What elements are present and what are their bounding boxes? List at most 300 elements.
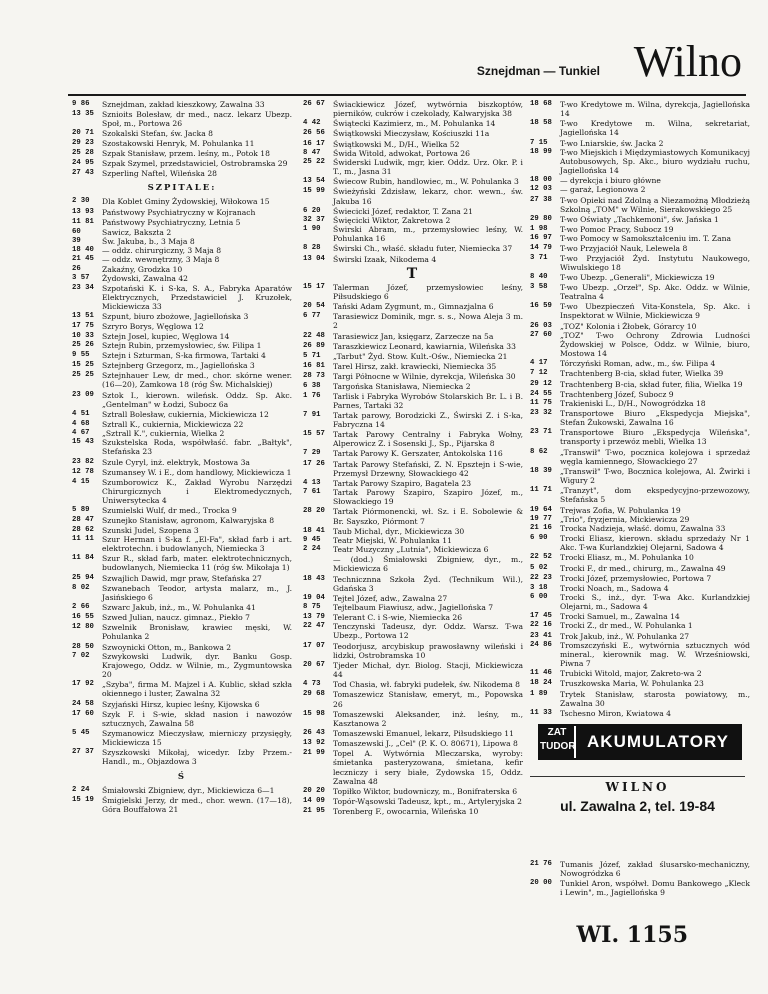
phone-number: 5 89 28 47 xyxy=(72,506,94,524)
phone-number: 12 78 xyxy=(72,467,94,476)
phone-number: 7 91 xyxy=(303,410,321,419)
phone-number: 23 32 xyxy=(530,409,552,417)
phone-number: 15 17 xyxy=(303,282,325,291)
directory-entry xyxy=(303,140,523,177)
phone-number: 2 24 xyxy=(72,785,90,794)
phone-number: 26 89 xyxy=(303,341,325,350)
phone-number: 17 07 xyxy=(303,641,325,650)
directory-entry xyxy=(530,196,750,214)
directory-entry xyxy=(303,312,523,330)
entry-text: Trachtenberg Józef, Subocz 9 Trakieniski L., D/H., Nowogródzka 18 xyxy=(560,389,706,408)
entry-text: T-wo Oświaty „Tachkemoni", św. Jańska 1 xyxy=(560,214,719,224)
directory-entry xyxy=(72,312,292,321)
entry-text: T-wo Ubezp. „Orzeł", Sp. Akc. Oddz. w Wilnie, Teatralna 4 xyxy=(560,282,750,302)
ad-logo xyxy=(538,724,742,760)
directory-entry xyxy=(303,187,523,205)
phone-number: 4 42 xyxy=(303,119,321,128)
directory-entry xyxy=(303,555,523,573)
ad-city: WILNO xyxy=(605,780,670,794)
directory-entry xyxy=(530,486,750,504)
entry-text: Tański Adam Zygmunt, m., Gimnazjalna 6 xyxy=(333,302,494,312)
phone-number: 27 37 xyxy=(72,748,94,757)
phone-number: 18 39 xyxy=(530,466,552,475)
phone-number: 1 89 xyxy=(530,689,548,698)
entry-text: Tunkiel Aron, współwł. Domu Bankowego „Kleck i Lewin", m., Jagiellońska 9 xyxy=(560,879,750,898)
directory-entry xyxy=(530,860,750,878)
directory-entry xyxy=(303,797,523,806)
directory-entry xyxy=(72,584,292,602)
phone-number: 19 04 8 75 xyxy=(303,593,325,611)
column-2 xyxy=(303,100,523,870)
entry-text: Szule Cyryl, inż. elektryk, Mostowa 3a xyxy=(102,457,250,467)
entry-text: Sztrall Bolesław, cukiernia, Mickiewicza 12 xyxy=(102,409,269,419)
directory-entry xyxy=(530,584,750,611)
phone-number: 6 90 xyxy=(530,534,548,543)
header-rule xyxy=(68,94,746,96)
entry-text: Tartak Parowy Szapiro, Bagatela 23 Tartak Parowy Szapiro, Szapiro Józef, m., Słowackiego 19 xyxy=(333,478,523,507)
entry-text: Świecicki Józef, redaktor, T. Zana 21 Święcicki Wiktor, Zakretowa 2 Świrski Abram, m., przemysłowiec leśny, W. Pohulanka 16 xyxy=(333,206,523,244)
running-head: Sznejdman — Tunkiel xyxy=(476,64,600,78)
phone-number: 25 28 xyxy=(72,148,94,157)
directory-entry xyxy=(530,448,750,466)
phone-number: 7 15 18 99 xyxy=(530,138,552,156)
entry-text: Szpunt, biuro zbożowe, Jagiellońska 3 xyxy=(102,312,249,322)
phone-number: 22 23 xyxy=(530,573,552,582)
column-3 xyxy=(530,100,750,718)
entry-text: „TOZ" Kolonia i Żłobek, Górarcy 10 „TOZ" T-wo Ochrony Zdrowia Ludności Żydowskiej w Polsce, Oddz. w Wilnie, biuro, Mostowa 14 xyxy=(560,321,750,359)
directory-entry xyxy=(303,749,523,786)
entry-text: Tartak Parowy Centralny i Fabryka Wołny, Alperowicz Z. i Sosenski J., Sp., Pijarska 8 xyxy=(333,430,523,449)
phone-number: 18 43 xyxy=(303,574,325,583)
directory-entry xyxy=(72,729,292,747)
phone-number: 8 40 xyxy=(530,272,548,281)
entry-text: „Tarbut" Żyd. Stow. Kult.-Ośw., Niemiecka 21 xyxy=(333,351,508,361)
directory-entry xyxy=(303,177,523,186)
phone-number: 7 29 xyxy=(303,449,321,458)
phone-number: 17 45 22 16 xyxy=(530,612,552,630)
entry-text: „Tranzyt", dom ekspedycyjno-przewozowy, Stefańska 5 xyxy=(560,486,750,505)
phone-number: 11 84 xyxy=(72,554,94,563)
phone-number: 21 76 xyxy=(530,860,552,868)
phone-number: 15 19 xyxy=(72,795,94,804)
entry-text: Szumielski Wulf, dr med., Trocka 9 Szunejko Stanisław, agronom, Kalwaryjska 8 xyxy=(102,506,275,525)
entry-text: Szwanebach Teodor, artysta malarz, m., J. Jasińskiego 6 xyxy=(102,583,292,602)
phone-number: 17 60 xyxy=(72,709,94,718)
entry-text: „Transwił" T-wo, pocznica kolejowa i sprzedaż węgla kamiennego, Słowackiego 27 xyxy=(560,447,750,466)
phone-number: 14 09 xyxy=(303,797,325,806)
phone-number: 20 71 29 23 xyxy=(72,129,94,147)
entry-text: Państwowy Psychiatryczny, Letnia 5 xyxy=(102,217,241,227)
directory-entry xyxy=(530,225,750,243)
phone-number: 28 62 11 11 xyxy=(72,525,94,543)
phone-number: 2 30 xyxy=(72,197,90,206)
directory-entry xyxy=(72,574,292,583)
phone-number: 26 43 xyxy=(303,729,325,737)
phone-number: 13 35 xyxy=(72,110,94,119)
entry-text: Tjeder Michał, dyr. Biolog. Stacji, Mickiewicza 44 xyxy=(333,660,523,680)
directory-entry xyxy=(303,680,523,689)
phone-number: 29 68 xyxy=(303,690,325,699)
directory-entry xyxy=(303,729,523,738)
directory-entry xyxy=(530,359,750,368)
directory-entry xyxy=(72,169,292,178)
directory-entry xyxy=(72,208,292,217)
phone-number: 6 20 32 37 1 90 xyxy=(303,206,325,234)
directory-entry xyxy=(72,643,292,680)
directory-entry xyxy=(530,553,750,562)
directory-entry xyxy=(303,244,523,253)
phone-number: 4 73 xyxy=(303,680,321,689)
entry-text: Tartak Parowy K. Gerszater, Antokolska 116 xyxy=(333,449,503,459)
directory-entry xyxy=(530,564,750,573)
phone-number: 21 95 xyxy=(303,807,325,816)
phone-number: 20 54 xyxy=(303,302,325,311)
directory-entry xyxy=(303,430,523,448)
phone-number: 6 77 xyxy=(303,312,321,321)
directory-entry xyxy=(72,623,292,641)
phone-number: 18 68 xyxy=(530,100,552,108)
entry-text: Szpak Szymel, przedstawiciel, Ostrobramska 29 xyxy=(102,158,288,168)
entry-text: Targońska Stanisława, Niemiecka 2 Tarlisk i Fabryka Wyrobów Stolarskich Br. L. i B. Parnes, Tartaki 32 xyxy=(333,382,523,410)
entry-text: Dla Koblet Gminy Żydowskiej, Wiłokowa 15 xyxy=(102,197,270,207)
directory-entry xyxy=(72,554,292,572)
entry-text: Taraszkiewicz Leonard, kawiarnia, Wileńska 33 xyxy=(333,341,516,351)
entry-text: T-wo Ubezpieczeń Vita-Konstela, Sp. Akc. i Inspektorat w Wilnie, Mickiewicza 9 xyxy=(560,302,750,321)
entry-text: T-wo Opieki nad Zdolną a Niezamożną Młodzieżą Szkolną „TOM" w Wilnie, Sierakowskiego 25 xyxy=(560,195,750,214)
entry-text: Tartak parowy, Borodzicki Z., Świrski Z. i S-ka, Fabryczna 14 xyxy=(333,410,523,429)
phone-number: 11 46 xyxy=(530,669,552,678)
directory-entry xyxy=(530,574,750,583)
directory-entry xyxy=(303,460,523,478)
directory-entry xyxy=(530,467,750,485)
directory-entry xyxy=(303,787,523,796)
entry-text: Sztejnberg Grzegorz, m., Jagiellońska 3 xyxy=(102,361,255,371)
section-heading: Ś xyxy=(177,771,187,782)
entry-text: Sawicz, Bakszta 2 Św. Jakuba, b., 3 Maja 8 — oddz. chirurgiczny, 3 Maja 8 — oddz. wewnętrzny, 3 Maja 8 Zakaźny, Grodzka 10 Żydowski, Zawalna 42 xyxy=(102,227,222,283)
directory-entry xyxy=(303,255,523,264)
entry-text: Trytek Stanisław, starosta powiatowy, m., Zawalna 30 xyxy=(560,689,750,708)
directory-entry xyxy=(303,710,523,728)
directory-entry xyxy=(72,351,292,360)
directory-entry xyxy=(72,680,292,698)
directory-entry xyxy=(72,786,292,795)
phone-number: 4 13 7 61 xyxy=(303,478,321,497)
directory-entry xyxy=(303,449,523,458)
directory-entry xyxy=(530,409,750,427)
entry-text: Świrski Izaak, Nikodema 4 xyxy=(333,254,437,264)
entry-text: Świrski Ch., właść. składu futer, Niemiecka 37 xyxy=(333,244,513,254)
directory-entry xyxy=(72,129,292,147)
phone-number: 8 62 xyxy=(530,447,548,456)
directory-entry xyxy=(530,612,750,630)
entry-text: Szwelnik Bronisław, krawiec męski, W. Pohulanka 2 xyxy=(102,623,292,642)
entry-text: T-wo Kredytowe m. Wilna, dyrekcja, Jagiellońska 14 xyxy=(560,100,750,119)
entry-text: Tejtel Józef, adw., Zawalna 27 Tejtelbaum Fiawiusz, adw., Jagiellońska 7 xyxy=(333,593,494,612)
directory-entry xyxy=(530,709,750,718)
phone-number: 8 28 xyxy=(303,244,321,253)
entry-text: Szwajlich Dawid, mgr praw, Stefańska 27 xyxy=(102,573,262,583)
directory-entry xyxy=(303,575,523,593)
entry-text: Szryro Borys, Węglowa 12 Sztejn Josel, kupiec, Węglowa 14 Sztejn Rubin, przemysłowiec, św. Filipa 1 xyxy=(102,322,262,350)
entry-text: Tumanis Józef, zakład ślusarsko-mechaniczny, Nowogródzka 6 xyxy=(560,860,750,879)
directory-entry xyxy=(303,352,523,361)
entry-text: T-wo Przyjaciół Nauk, Lelewela 8 T-wo Przyjaciół Żyd. Instytutu Naukowego, Wiwulskiego 18 xyxy=(560,244,750,272)
entry-text: Szyszkowski Mikołaj, wicedyr. Izby Przem.-Handl., m., Objazdowa 3 xyxy=(102,748,292,767)
entry-text: Trocki F., dr med., chirurg, m., Zawalna 49 xyxy=(560,563,726,573)
directory-entry xyxy=(72,700,292,709)
city-title: Wilno xyxy=(633,37,742,86)
entry-text: Świątkowski M., D/H., Wielka 52 Świda Witold, adwokat, Portowa 26 Świderski Ludwik, mgr, kier. Oddz. Urz. Okr. P. i T., m., Jasna 31 xyxy=(333,139,523,177)
phone-number: 23 41 24 86 xyxy=(530,631,552,649)
phone-number: 1 98 16 97 xyxy=(530,225,552,243)
phone-number: 23 71 xyxy=(530,428,552,437)
directory-entry xyxy=(72,526,292,553)
phone-number: 14 79 3 71 xyxy=(530,244,552,262)
phone-number: 13 79 22 47 xyxy=(303,613,325,631)
entry-text: Śmiałowski Zbigniew, dyr., Mickiewicza 6—1 xyxy=(102,785,275,795)
entry-text: Sznioits Bolesław, dr med., nacz. lekarz Ubezp. Społ, m., Portowa 26 xyxy=(102,110,292,129)
phone-number: 13 54 xyxy=(303,177,325,186)
phone-number: 25 25 xyxy=(72,371,94,380)
directory-entry xyxy=(72,361,292,370)
directory-entry xyxy=(303,661,523,679)
entry-text: Świątecki Kazimierz, m., M. Pohulanka 14 xyxy=(333,119,496,129)
entry-text: Tartak Piórmonencki, wł. Sz. i E. Sobolewie & Br. Sayszko, Piórmont 7 xyxy=(333,507,523,526)
entry-text: Trejwas Zofia, W. Pohulanka 19 „Trio", fryzjernia, Mickiewicza 29 Trocka Nadzieja, właść. domu, Zawalna 33 xyxy=(560,505,726,533)
entry-text: Trocki Noach, m., Sadowa 4 Trocki S., inż., dyr. T-wa Akc. Kurlandzkiej Olejarni, m., Sadowa 4 xyxy=(560,583,750,612)
entry-text: Tórczyński Roman, adw., m., św. Filipa 4 xyxy=(560,359,716,369)
directory-entry xyxy=(530,119,750,137)
directory-entry xyxy=(303,739,523,748)
phone-number: 22 52 xyxy=(530,553,552,562)
phone-number: 17 26 xyxy=(303,459,325,468)
entry-text: Sznejdman, zakład kieszkowy, Zawalna 33 xyxy=(102,100,265,109)
directory-entry xyxy=(303,807,523,816)
entry-text: Szpotański K. i S-ka, S. A., Fabryka Aparatów Elektrycznych, Przedstawiciel J. Kruzołek, Mickiewicza 33 xyxy=(102,283,292,312)
directory-entry xyxy=(530,690,750,708)
entry-text: Technicznna Szkoła Żyd. (Technikum Wil.), Gdańska 3 xyxy=(333,574,523,593)
phone-number: 24 58 xyxy=(72,699,94,708)
directory-entry xyxy=(303,594,523,612)
phone-number: 11 33 xyxy=(530,708,552,717)
phone-number xyxy=(303,555,333,573)
directory-entry xyxy=(72,159,292,168)
entry-text: Szyk F. i S-wie, skład nasion i nawozów sztucznych, Zawalna 58 xyxy=(102,709,292,728)
directory-entry xyxy=(530,390,750,408)
directory-entry xyxy=(72,478,292,505)
entry-text: T-wo Ubezp. „Generali", Mickiewicza 19 xyxy=(560,272,715,282)
phone-number: 23 34 xyxy=(72,283,94,292)
entry-text: Torenberg F., owocarnia, Wileńska 10 xyxy=(333,807,479,817)
phone-number: 4 17 xyxy=(530,359,548,368)
phone-number: 15 25 xyxy=(72,361,94,370)
entry-text: Trachtenberg B-cia, skład futer, filia, Wielka 19 xyxy=(560,379,743,389)
phone-number: 29 12 xyxy=(530,379,552,388)
phone-number: 28 20 xyxy=(303,507,325,516)
directory-entry xyxy=(530,632,750,669)
directory-entry xyxy=(530,139,750,176)
advertisement xyxy=(530,718,745,828)
phone-number: 21 99 xyxy=(303,749,325,758)
phone-number: 15 57 xyxy=(303,430,325,439)
directory-entry xyxy=(72,228,292,283)
phone-number: 13 51 xyxy=(72,312,94,321)
directory-entry xyxy=(530,534,750,552)
entry-text: Świątkowski Mieczysław, Kościuszki 11a xyxy=(333,129,490,139)
entry-text: Talerman Józef, przemysłowiec leśny, Piłsudskiego 6 xyxy=(333,282,523,301)
directory-entry xyxy=(72,796,292,814)
phone-number: 19 64 19 77 21 16 xyxy=(530,505,552,532)
entry-text: Trubicki Witold, major, Zakreto-wa 2 xyxy=(560,669,702,679)
directory-entry xyxy=(530,506,750,533)
directory-entry xyxy=(72,710,292,728)
entry-text: — (dod.) Śmiałowski Zbigniew, dyr., m., Mickiewicza 6 xyxy=(333,555,523,574)
entry-text: Świeżyński Zdzisław, lekarz, chor. wewn., św. Jakuba 16 xyxy=(333,187,523,206)
entry-text: Tod Chasia, wł. fabryki pudełek, św. Nikodema 8 xyxy=(333,680,520,690)
entry-text: Topór-Wąsowski Tadeusz, kpt., m., Artyleryjska 2 xyxy=(333,797,522,807)
phone-number: 23 82 xyxy=(72,457,94,466)
section-heading: SZPITALE: xyxy=(147,183,217,194)
phone-number: 11 71 xyxy=(530,486,552,495)
entry-text: Topel A. Wytwórnia Mleczarska, wyroby: śmietanka pasteryzowana, śmietana, kefir leczniczy i sery białe, Zydowska 15, Oddz. Zawalna 48 xyxy=(333,749,523,786)
entry-text: Szyjański Hirsz, kupiec leśny, Kijowska 6 xyxy=(102,699,260,709)
phone-number: 15 98 xyxy=(303,709,325,718)
phone-number: 9 55 xyxy=(72,350,90,359)
phone-number: 13 92 xyxy=(303,739,325,748)
directory-entry xyxy=(303,411,523,429)
directory-entry xyxy=(303,479,523,506)
phone-number: 20 00 xyxy=(530,879,552,888)
directory-entry xyxy=(530,244,750,271)
directory-entry xyxy=(72,149,292,158)
phone-number: 23 09 xyxy=(72,390,94,399)
section-heading: T xyxy=(406,265,420,282)
phone-number: 2 66 xyxy=(72,602,90,611)
column-1 xyxy=(72,100,292,870)
directory-entry xyxy=(303,283,523,301)
entry-text: Trachtenberg B-cia, skład futer, Wielka 39 xyxy=(560,369,724,379)
phone-number: 28 73 xyxy=(303,372,325,381)
directory-entry xyxy=(303,100,523,118)
directory-entry xyxy=(72,110,292,128)
phone-number: 11 81 xyxy=(72,217,94,226)
phone-number: 26 67 xyxy=(303,100,325,108)
phone-number: 26 56 xyxy=(303,129,325,138)
entry-text: Taub Michal, dyr., Mickiewicza 30 Teatr Miejski, W. Pohulanka 11 Teatr Muzyczny „Lutnia", Mickiewicza 6 xyxy=(333,526,489,555)
phone-number: 16 81 xyxy=(303,362,325,371)
phone-number: 22 48 xyxy=(303,331,325,340)
directory-entry xyxy=(303,302,523,311)
directory-entry xyxy=(303,613,523,640)
directory-entry xyxy=(303,119,523,128)
directory-entry xyxy=(530,302,750,320)
entry-text: T-wo Kredytowe m. Wilna, sekretariat, Jagiellońska 14 xyxy=(560,119,750,138)
entry-text: Targi Północne w Wilnie, dyrekcja, Wileńska 30 xyxy=(333,372,516,382)
directory-entry xyxy=(303,507,523,525)
directory-entry xyxy=(303,527,523,554)
directory-entry xyxy=(530,176,750,194)
phone-number: 13 04 xyxy=(303,254,325,263)
directory-entry xyxy=(530,273,750,282)
entry-text: Tomaszewski J., „Cel" (P. K. O. 80671), Lipowa 8 xyxy=(333,739,518,749)
directory-entry xyxy=(72,410,292,419)
phone-number: 16 59 xyxy=(530,302,552,311)
directory-entry xyxy=(303,690,523,708)
phone-number: 6 38 1 76 xyxy=(303,382,321,400)
phone-number: 20 67 xyxy=(303,660,325,669)
entry-text: Tomaszewski Emanuel, lekarz, Piłsudskiego 11 xyxy=(333,729,514,738)
entry-text: Szunski Judel, Szopena 3 Szur Herman i S-ka f. „El-Fa", skład farb i art. elektrotechn. i budowlanych, Niemiecka 3 xyxy=(102,525,292,554)
entry-text: Trocki Samuel, m., Zawalna 14 Trocki Z., dr med., W. Pohulanka 1 xyxy=(560,612,693,631)
directory-entry xyxy=(530,879,750,897)
entry-text: Szwed Julian, naucz. gimnaz., Piekło 7 xyxy=(102,613,250,623)
directory-entry xyxy=(72,322,292,349)
directory-entry xyxy=(72,218,292,227)
entry-text: Państwowy Psychiatryczny w Kojranach xyxy=(102,207,256,217)
phone-number: 25 94 xyxy=(72,573,94,582)
entry-text: Telerant C. i S-wie, Niemiecka 26 Tenczynski Tadeusz, dyr. Oddz. Warsz. T-wa Ubezp., Portowa 12 xyxy=(333,613,523,641)
phone-number: 4 15 xyxy=(72,477,90,486)
directory-entry xyxy=(72,748,292,766)
entry-text: Świecow Rubin, handlowiec, m., W. Pohulanka 3 xyxy=(333,177,519,187)
ad-brand: AKUMULATORY xyxy=(576,726,740,758)
directory-entry xyxy=(72,458,292,467)
entry-text: Szpak Stanisław, przem. leśny, m., Potok 18 xyxy=(102,148,270,158)
entry-text: Szwarc Jakub, inż., m., W. Pohulanka 41 xyxy=(102,602,256,612)
phone-number: 17 75 10 33 25 26 xyxy=(72,322,94,349)
entry-text: Trocki Eliasz, kierown. składu sprzedaży Nr 1 Akc. T-wa Kurlandzkiej Olejarni, Sadowa 4 xyxy=(560,534,750,553)
directory-entry xyxy=(72,613,292,622)
directory-entry xyxy=(303,362,523,371)
directory-entry xyxy=(530,215,750,224)
phone-number: 12 80 xyxy=(72,623,94,632)
directory-entry xyxy=(303,382,523,409)
phone-number: 8 02 xyxy=(72,583,90,592)
phone-number: 17 92 xyxy=(72,680,94,689)
entry-text: Trocki Eliasz, m., M. Pohulanka 10 xyxy=(560,553,694,563)
phone-number: 4 68 4 67 15 43 xyxy=(72,420,94,447)
directory-entry xyxy=(530,679,750,688)
directory-entry xyxy=(303,372,523,381)
directory-entry xyxy=(72,197,292,206)
entry-text: T-wo Lniarskie, św. Jacka 2 T-wo Miejskich i Międzymiastowych Komunikacyj Autobusowych, Sp. Akc., biuro wydziału ruchu, Jagiellońska 14 xyxy=(560,138,750,176)
phone-number: 18 41 9 45 2 24 xyxy=(303,526,325,554)
directory-entry xyxy=(530,283,750,301)
entry-text: Szokalski Stefan, św. Jacka 8 Szostakowski Henryk, M. Pohulanka 11 xyxy=(102,129,255,148)
directory-entry xyxy=(303,342,523,351)
entry-text: Transportowe Biuro „Ekspedycja Miejska", Stefan Żukowski, Zawalna 16 xyxy=(560,409,750,428)
directory-entry xyxy=(72,371,292,389)
column-3-footer xyxy=(530,860,750,920)
entry-text: Szymanowicz Mieczysław, mierniczy przysięgły, Mickiewicza 15 xyxy=(102,729,292,748)
ad-brand-small: ZAT TUDOR xyxy=(540,726,574,758)
entry-text: Szumborowicz K., Zakład Wyrobu Narzędzi Chirurgicznych i Elektromedycznych, Uniwersytecka 4 xyxy=(102,477,292,506)
phone-number: 26 03 27 60 xyxy=(530,321,552,339)
phone-number: 7 12 xyxy=(530,369,548,378)
entry-text: Sztejn i Szturman, S-ka firmowa, Tartaki 4 xyxy=(102,350,266,360)
entry-text: Szperling Naftel, Wileńska 28 xyxy=(102,169,218,179)
phone-number: 9 86 xyxy=(72,100,90,108)
entry-text: Trok Jakub, inż., W. Pohulanka 27 Tromszczyński E., wytwórnia sztucznych wód mineral., kierownik mag. W. Wrześniowski, Piwna 7 xyxy=(560,631,750,669)
ad-divider xyxy=(530,776,745,777)
directory-entry xyxy=(72,391,292,409)
phone-number: 18 58 xyxy=(530,119,552,128)
directory-entry xyxy=(72,420,292,457)
directory-entry xyxy=(530,322,750,359)
directory-entry xyxy=(303,642,523,660)
directory-entry xyxy=(303,129,523,138)
directory-entry xyxy=(303,207,523,244)
